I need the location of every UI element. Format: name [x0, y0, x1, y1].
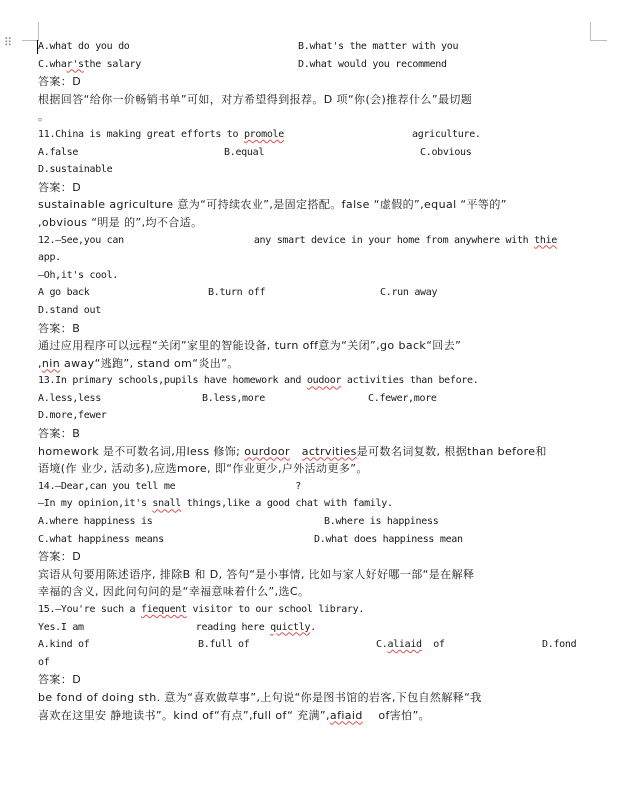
option-b: B.where is happiness	[324, 516, 439, 528]
option-d: D.fond	[542, 639, 577, 651]
option-d: D.sustainable	[38, 164, 113, 176]
option-a: A go back	[38, 287, 90, 299]
move-handle-icon[interactable]: ⠿	[4, 36, 12, 49]
margin-corner-mark	[22, 22, 39, 41]
answer-line: 答案：D	[38, 180, 82, 194]
explanation-line: 语境(作 业少, 活动多),应选more, 即“作业更少,户外活动更多”。	[38, 462, 368, 476]
option-c: C.obvious	[420, 146, 472, 158]
option-b: B.what's the matter with you	[298, 41, 459, 52]
explanation-line: be fond of doing sth. 意为“喜欢做草事”,上句说“你是图书馆的岩客,下包自然解释“我	[38, 690, 482, 704]
option-d: D.what would you recommend	[298, 58, 447, 70]
option-a: A.what do you do	[38, 41, 130, 52]
explanation-line: sustainable agriculture 意为“可持续农业”,是固定搭配。false “虚假的”,equal “平等的”	[38, 198, 507, 212]
options-row	[38, 513, 586, 531]
answer-line: 答案：B	[38, 427, 81, 441]
document-body[interactable]	[38, 38, 586, 724]
spellcheck-word: thie	[534, 234, 558, 246]
explanation-line: 通过应用程序可以远程“关闭”家里的智能设备, turn off意为“关闭”,go back“回去”	[38, 339, 462, 353]
spellcheck-word: nin	[41, 356, 61, 370]
options-row	[38, 144, 586, 162]
dialogue-reply: —Oh,it's cool.	[38, 269, 119, 281]
option-c: C.whar'sthe salary	[38, 56, 298, 74]
options-row	[38, 284, 586, 302]
spellcheck-word: quictly	[270, 621, 311, 633]
spellcheck-word: oudoor	[306, 375, 342, 387]
option-d: D.more,fewer	[38, 410, 107, 422]
question-stem: 14.—Dear,can you tell me ?	[38, 480, 302, 492]
dialogue-reply: Yes.I am reading here quictly.	[38, 621, 316, 633]
explanation-line: 。	[38, 110, 50, 124]
dialogue-reply: —In my opinion,it's snall things,like a good chat with family.	[38, 498, 393, 510]
explanation-line: 幸福的含义, 因此问句问的是“幸福意味着什么”,选C。	[38, 585, 310, 599]
option-d: D.stand out	[38, 304, 101, 316]
option-b: B.equal	[224, 146, 265, 158]
option-a: A.false	[38, 146, 79, 158]
question-stem: 15.—You're such a fiequent visitor to our school library.	[38, 604, 365, 615]
explanation-line: 宾语从句要用陈述语序, 排除B 和 D, 答句“是小事情, 比如与家人好好哪一部“是在解释	[38, 567, 475, 581]
spellcheck-word: fiequent	[140, 604, 187, 615]
question-stem: 11.China is making great efforts to promole agriculture.	[38, 128, 481, 140]
option-c: C.run away	[380, 287, 438, 299]
answer-line: 答案：B	[38, 321, 81, 335]
option-b: B.less,more	[202, 392, 265, 404]
question-stem: 13.In primary schools,pupils have homework and oudoor activities than before.	[38, 375, 479, 387]
option-a: A.where happiness is	[38, 516, 153, 528]
explanation-line: 根据回答“给你一价畅销书单”可如，对方希望得到报荐。D 项“你(会)推荐什么”最切题	[38, 92, 473, 106]
question-stem: 12.—See,you can any smart device in your home from anywhere with thie	[38, 234, 558, 246]
answer-line: 答案：D	[38, 673, 82, 687]
option-b: B.turn off	[208, 287, 266, 299]
option-d-cont: of	[38, 656, 50, 668]
spellcheck-word: snall	[152, 498, 182, 510]
options-row	[38, 56, 586, 74]
explanation-line: 喜欢在这里安 静地读书”。kind of“有点”,full of“ 充满”,afiaid of害怕”。	[38, 708, 431, 722]
spellcheck-word: actrvities	[301, 444, 357, 458]
margin-corner-mark	[590, 22, 607, 41]
spellcheck-word: promole	[243, 128, 284, 140]
spellcheck-word: ourdoor	[244, 444, 290, 458]
explanation-line: ,obvious “明是 的”,均不合适。	[38, 215, 203, 229]
options-row	[38, 38, 586, 56]
options-row	[38, 531, 586, 549]
option-a: A.less,less	[38, 392, 101, 404]
answer-line: 答案：D	[38, 550, 82, 564]
option-b: B.full of	[198, 639, 250, 651]
spellcheck-word: afiaid	[329, 708, 363, 722]
answer-line: 答案：D	[38, 75, 82, 89]
options-row	[38, 636, 586, 654]
explanation-line: ,nin away“逃跑”, stand om“炎出”。	[38, 356, 239, 370]
option-c: C.aliaid of	[376, 636, 542, 654]
option-a: A.kind of	[38, 639, 90, 651]
option-d: D.what does happiness mean	[314, 533, 463, 545]
option-c: C.what happiness means	[38, 533, 164, 545]
options-row	[38, 390, 586, 408]
spellcheck-word: r's	[66, 58, 84, 70]
option-c: C.fewer,more	[368, 392, 437, 404]
question-stem-cont: app.	[38, 252, 61, 264]
explanation-line: homework 是不可数名词,用less 修饰; ourdoor actrvities是可数名词复数, 根据than before和	[38, 444, 547, 458]
spellcheck-word: aliaid	[387, 639, 422, 651]
